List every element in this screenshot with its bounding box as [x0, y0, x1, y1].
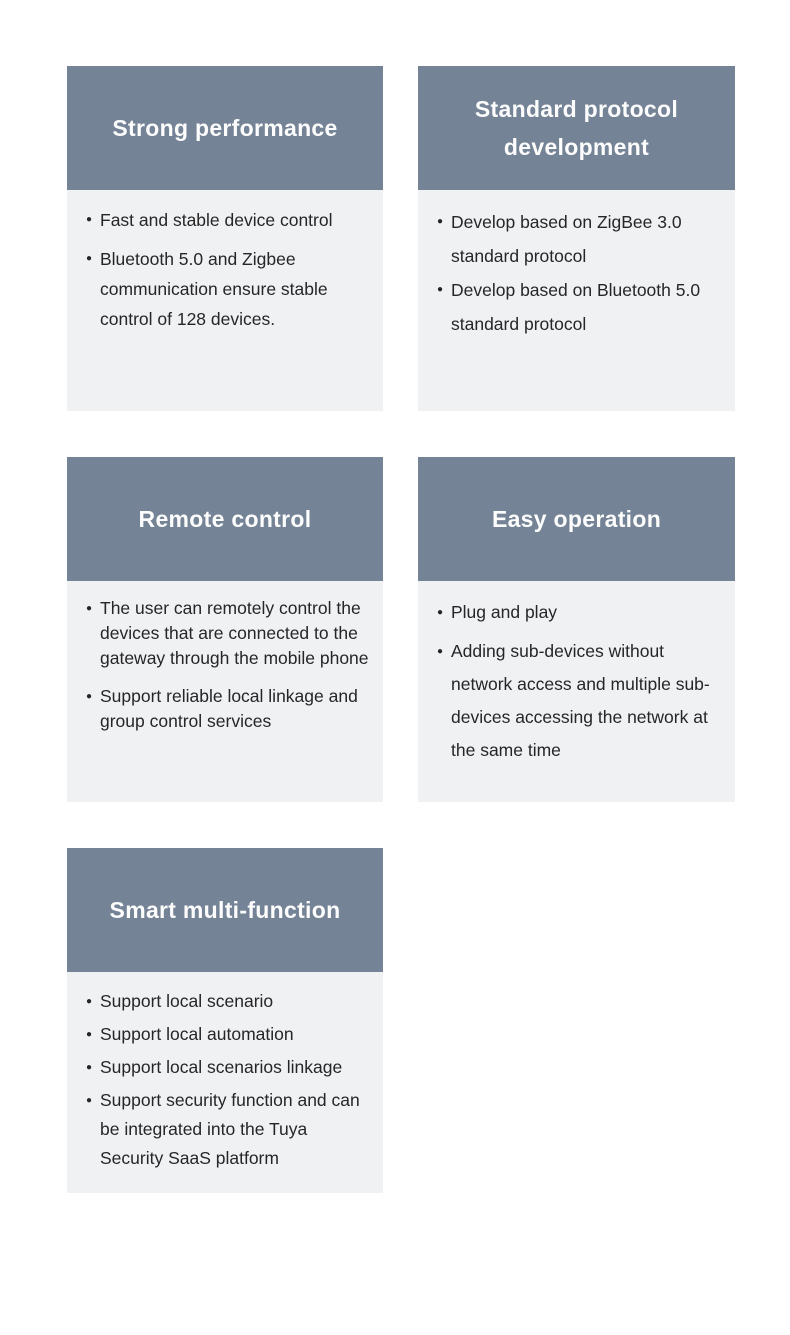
feature-bullet-list — [86, 596, 373, 734]
feature-card-header — [418, 457, 735, 581]
feature-card — [418, 457, 735, 802]
feature-bullet: ● Develop based on ZigBee 3.0 standard protocol — [437, 205, 725, 273]
feature-bullet: ● Develop based on Bluetooth 5.0 standard protocol — [437, 273, 725, 341]
feature-card-header — [67, 66, 383, 190]
feature-card — [67, 457, 383, 802]
feature-bullet: ● Fast and stable device control — [86, 205, 373, 235]
feature-bullet: ● Support local scenario — [86, 987, 373, 1016]
feature-bullet-list — [437, 205, 725, 341]
feature-card-header — [418, 66, 735, 190]
feature-grid — [67, 66, 735, 1193]
feature-card-title: Smart multi-function — [109, 897, 341, 923]
feature-card-title: Standard protocol development — [474, 96, 679, 160]
feature-card-body — [67, 190, 383, 411]
feature-card-title: Strong performance — [112, 115, 338, 141]
feature-card — [67, 848, 383, 1193]
feature-bullet: ● Bluetooth 5.0 and Zigbee communication ensure stable control of 128 devices. — [86, 244, 373, 334]
feature-bullet-list — [86, 205, 373, 334]
feature-bullet: ● The user can remotely control the devices that are connected to the gateway through the mobile phone — [86, 596, 373, 671]
feature-bullet: ● Support local scenarios linkage — [86, 1053, 373, 1082]
feature-bullet: ● Plug and play — [437, 596, 725, 629]
feature-bullet: ● Adding sub-devices without network access and multiple sub-devices accessing the network at the same time — [437, 635, 725, 767]
feature-card-body — [418, 581, 735, 802]
feature-card-body — [67, 972, 383, 1193]
feature-card-header — [67, 848, 383, 972]
feature-card-title: Remote control — [138, 506, 312, 532]
feature-card-body — [67, 581, 383, 802]
feature-bullet: ● Support reliable local linkage and group control services — [86, 684, 373, 734]
feature-card-header — [67, 457, 383, 581]
feature-card-body — [418, 190, 735, 411]
feature-card — [418, 66, 735, 411]
feature-card — [67, 66, 383, 411]
feature-bullet-list — [437, 596, 725, 767]
feature-bullet: ● Support local automation — [86, 1020, 373, 1049]
feature-card-title: Easy operation — [491, 506, 662, 532]
feature-bullet-list — [86, 987, 373, 1173]
feature-bullet: ● Support security function and can be integrated into the Tuya Security SaaS platform — [86, 1086, 373, 1173]
